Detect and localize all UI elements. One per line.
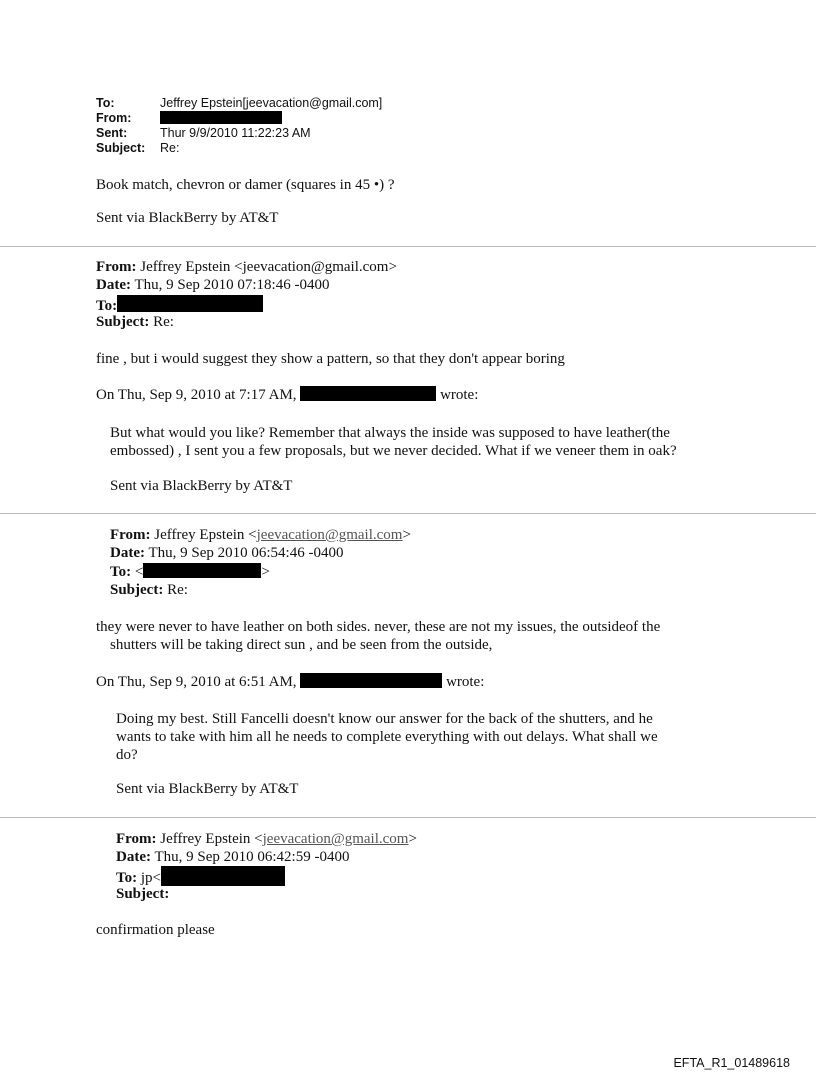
sent-label: Sent: (96, 126, 128, 140)
quote-intro-text: On Thu, Sep 9, 2010 at 6:51 AM, (96, 674, 297, 690)
message-body: they were never to have leather on both sides. never, these are not my issues, the outsideof the (96, 619, 661, 635)
to-label: To: (96, 298, 118, 314)
redaction-bar (161, 866, 285, 886)
date-value: Thu, 9 Sep 2010 07:18:46 -0400 (134, 277, 330, 293)
subject-value: Re: (167, 582, 188, 598)
to-close: > (261, 564, 270, 580)
from-name: Jeffrey Epstein < (154, 527, 257, 543)
separator (0, 513, 816, 514)
quote-intro-wrote: wrote: (440, 387, 479, 403)
from-label: From: (96, 111, 132, 125)
quoted-line: But what would you like? Remember that always the inside was supposed to have leather(the (110, 425, 670, 441)
date-value: Thu, 9 Sep 2010 06:54:46 -0400 (148, 545, 344, 561)
header-subject-row (96, 141, 382, 156)
date-label: Date: (110, 545, 145, 561)
date-line (110, 544, 343, 562)
subject-label: Subject: (116, 886, 170, 902)
date-label: Date: (96, 277, 131, 293)
email-link[interactable]: jeevacation@gmail.com (262, 831, 409, 847)
from-value: Jeffrey Epstein <jeevacation@gmail.com> (140, 259, 397, 275)
quoted-line: wants to take with him all he needs to complete everything with out delays. What shall we (116, 729, 658, 745)
header-to-row (96, 96, 382, 111)
subject-value: Re: (153, 314, 174, 330)
quote-intro-wrote: wrote: (446, 674, 485, 690)
quoted-signature: Sent via BlackBerry by AT&T (116, 781, 299, 797)
from-label: From: (116, 831, 157, 847)
date-line (116, 848, 349, 866)
subject-label: Subject: (110, 582, 164, 598)
quote-intro (96, 386, 478, 404)
message-body: Book match, chevron or damer (squares in 45 •) ? (96, 177, 395, 193)
to-label: To: (116, 870, 138, 886)
message-body: confirmation please (96, 922, 215, 938)
redaction-bar (300, 386, 436, 401)
subject-line (96, 313, 174, 331)
quote-intro-text: On Thu, Sep 9, 2010 at 7:17 AM, (96, 387, 297, 403)
separator (0, 246, 816, 247)
message-body: shutters will be taking direct sun , and be seen from the outside, (110, 637, 493, 653)
from-label: From: (110, 527, 151, 543)
to-line (96, 295, 263, 315)
message-body: fine , but i would suggest they show a pattern, so that they don't appear boring (96, 351, 565, 367)
to-label: To: (110, 564, 132, 580)
to-value: jp< (140, 870, 162, 886)
sent-value: Thur 9/9/2010 11:22:23 AM (160, 126, 311, 140)
from-label: From: (96, 259, 137, 275)
separator (0, 817, 816, 818)
date-label: Date: (116, 849, 151, 865)
to-open: < (134, 564, 144, 580)
subject-line (116, 885, 169, 903)
from-line (110, 526, 411, 544)
header-sent-row (96, 126, 382, 141)
subject-line (110, 581, 188, 599)
subject-label: Subject: (96, 314, 150, 330)
email-header (96, 96, 382, 156)
to-label: To: (96, 96, 115, 110)
from-line (96, 258, 397, 276)
subject-value: Re: (160, 141, 180, 155)
to-line (110, 563, 270, 581)
header-from-row (96, 111, 382, 126)
to-value: Jeffrey Epstein[jeevacation@gmail.com] (160, 96, 383, 110)
date-value: Thu, 9 Sep 2010 06:42:59 -0400 (154, 849, 350, 865)
quoted-line: Doing my best. Still Fancelli doesn't know our answer for the back of the shutters, and he (116, 711, 653, 727)
email-link[interactable]: jeevacation@gmail.com (256, 527, 403, 543)
redaction-bar (143, 563, 261, 578)
quoted-signature: Sent via BlackBerry by AT&T (110, 478, 293, 494)
date-line (96, 276, 329, 294)
from-close: > (402, 527, 411, 543)
redaction-bar (300, 673, 442, 688)
redaction-bar (117, 295, 263, 312)
to-line (116, 866, 285, 887)
quote-intro (96, 673, 484, 691)
subject-label: Subject: (96, 141, 146, 155)
quoted-line: do? (116, 747, 138, 763)
from-close: > (408, 831, 417, 847)
document-id: EFTA_R1_01489618 (673, 1056, 790, 1070)
from-line (116, 830, 417, 848)
from-name: Jeffrey Epstein < (160, 831, 263, 847)
redaction-bar (160, 111, 282, 124)
quoted-line: embossed) , I sent you a few proposals, but we never decided. What if we veneer them in oak? (110, 443, 677, 459)
signature: Sent via BlackBerry by AT&T (96, 210, 279, 226)
